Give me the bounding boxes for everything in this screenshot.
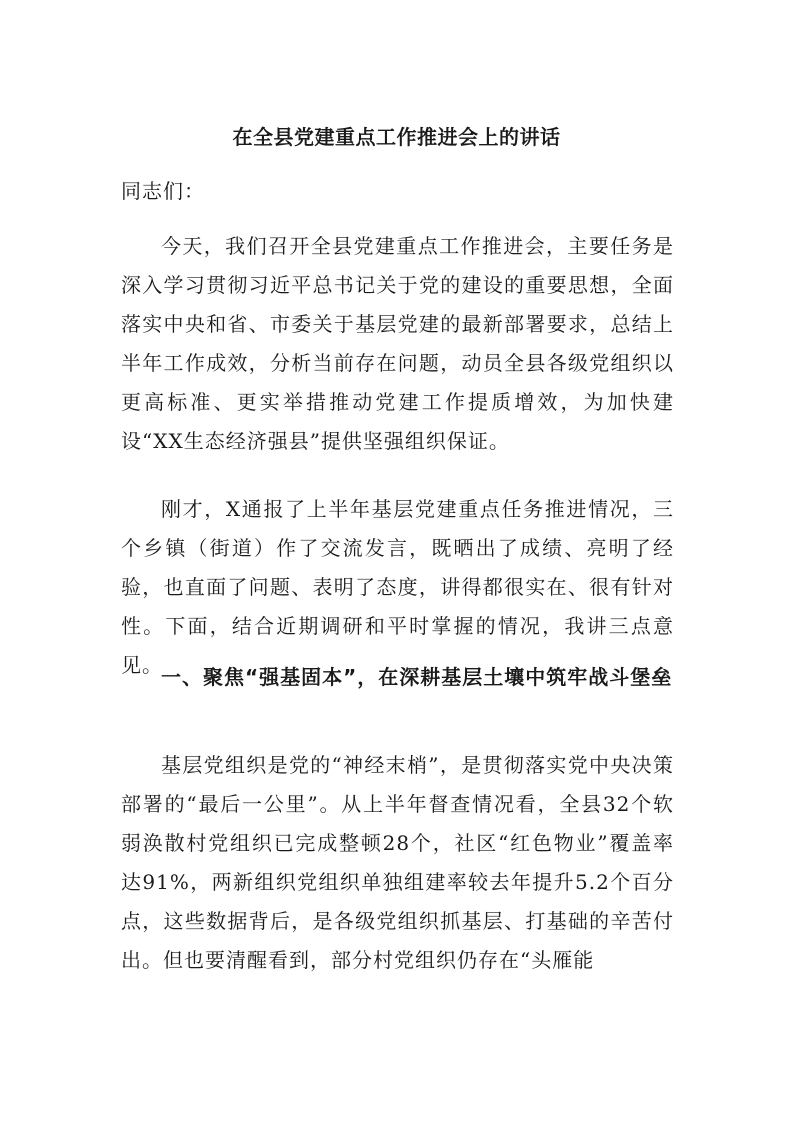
paragraph-opening: 今天，我们召开全县党建重点工作推进会，主要任务是深入学习贯彻习近平总书记关于党的建设的重要思想，全面落实中央和省、市委关于基层党建的最新部署要求，总结上半年工作成效，分析当前存在问题，动员全县各级党组织以更高标准、更实举措推动党建工作提质增效，为加快建设“XX生态经济强县”提供坚强组织保证。 — [121, 234, 674, 453]
document-title: 在全县党建重点工作推进会上的讲话 — [232, 125, 561, 149]
section-paragraph-1: 基层党组织是党的“神经末梢”，是贯彻落实党中央决策部署的“最后一公里”。从上半年督查情况看，全县32个软弱涣散村党组织已完成整顿28个，社区“红色物业”覆盖率达91%，两新组织党组织单独组建率较去年提升5.2个百分点，这些数据背后，是各级党组织抓基层、打基础的辛苦付出。但也要清醒看到，部分村党组织仍存在“头雁能 — [121, 753, 674, 972]
paragraph-review: 刚才，X通报了上半年基层党建重点任务推进情况，三个乡镇（街道）作了交流发言，既晒出了成绩、亮明了经验，也直面了问题、表明了态度，讲得都很实在、很有针对性。下面，结合近期调研和平时掌握的情况，我讲三点意见。 — [121, 497, 674, 677]
salutation: 同志们： — [121, 179, 205, 203]
section-heading-1: 一、聚焦“强基固本”，在深耕基层土壤中筑牢战斗堡垒 — [161, 665, 673, 689]
